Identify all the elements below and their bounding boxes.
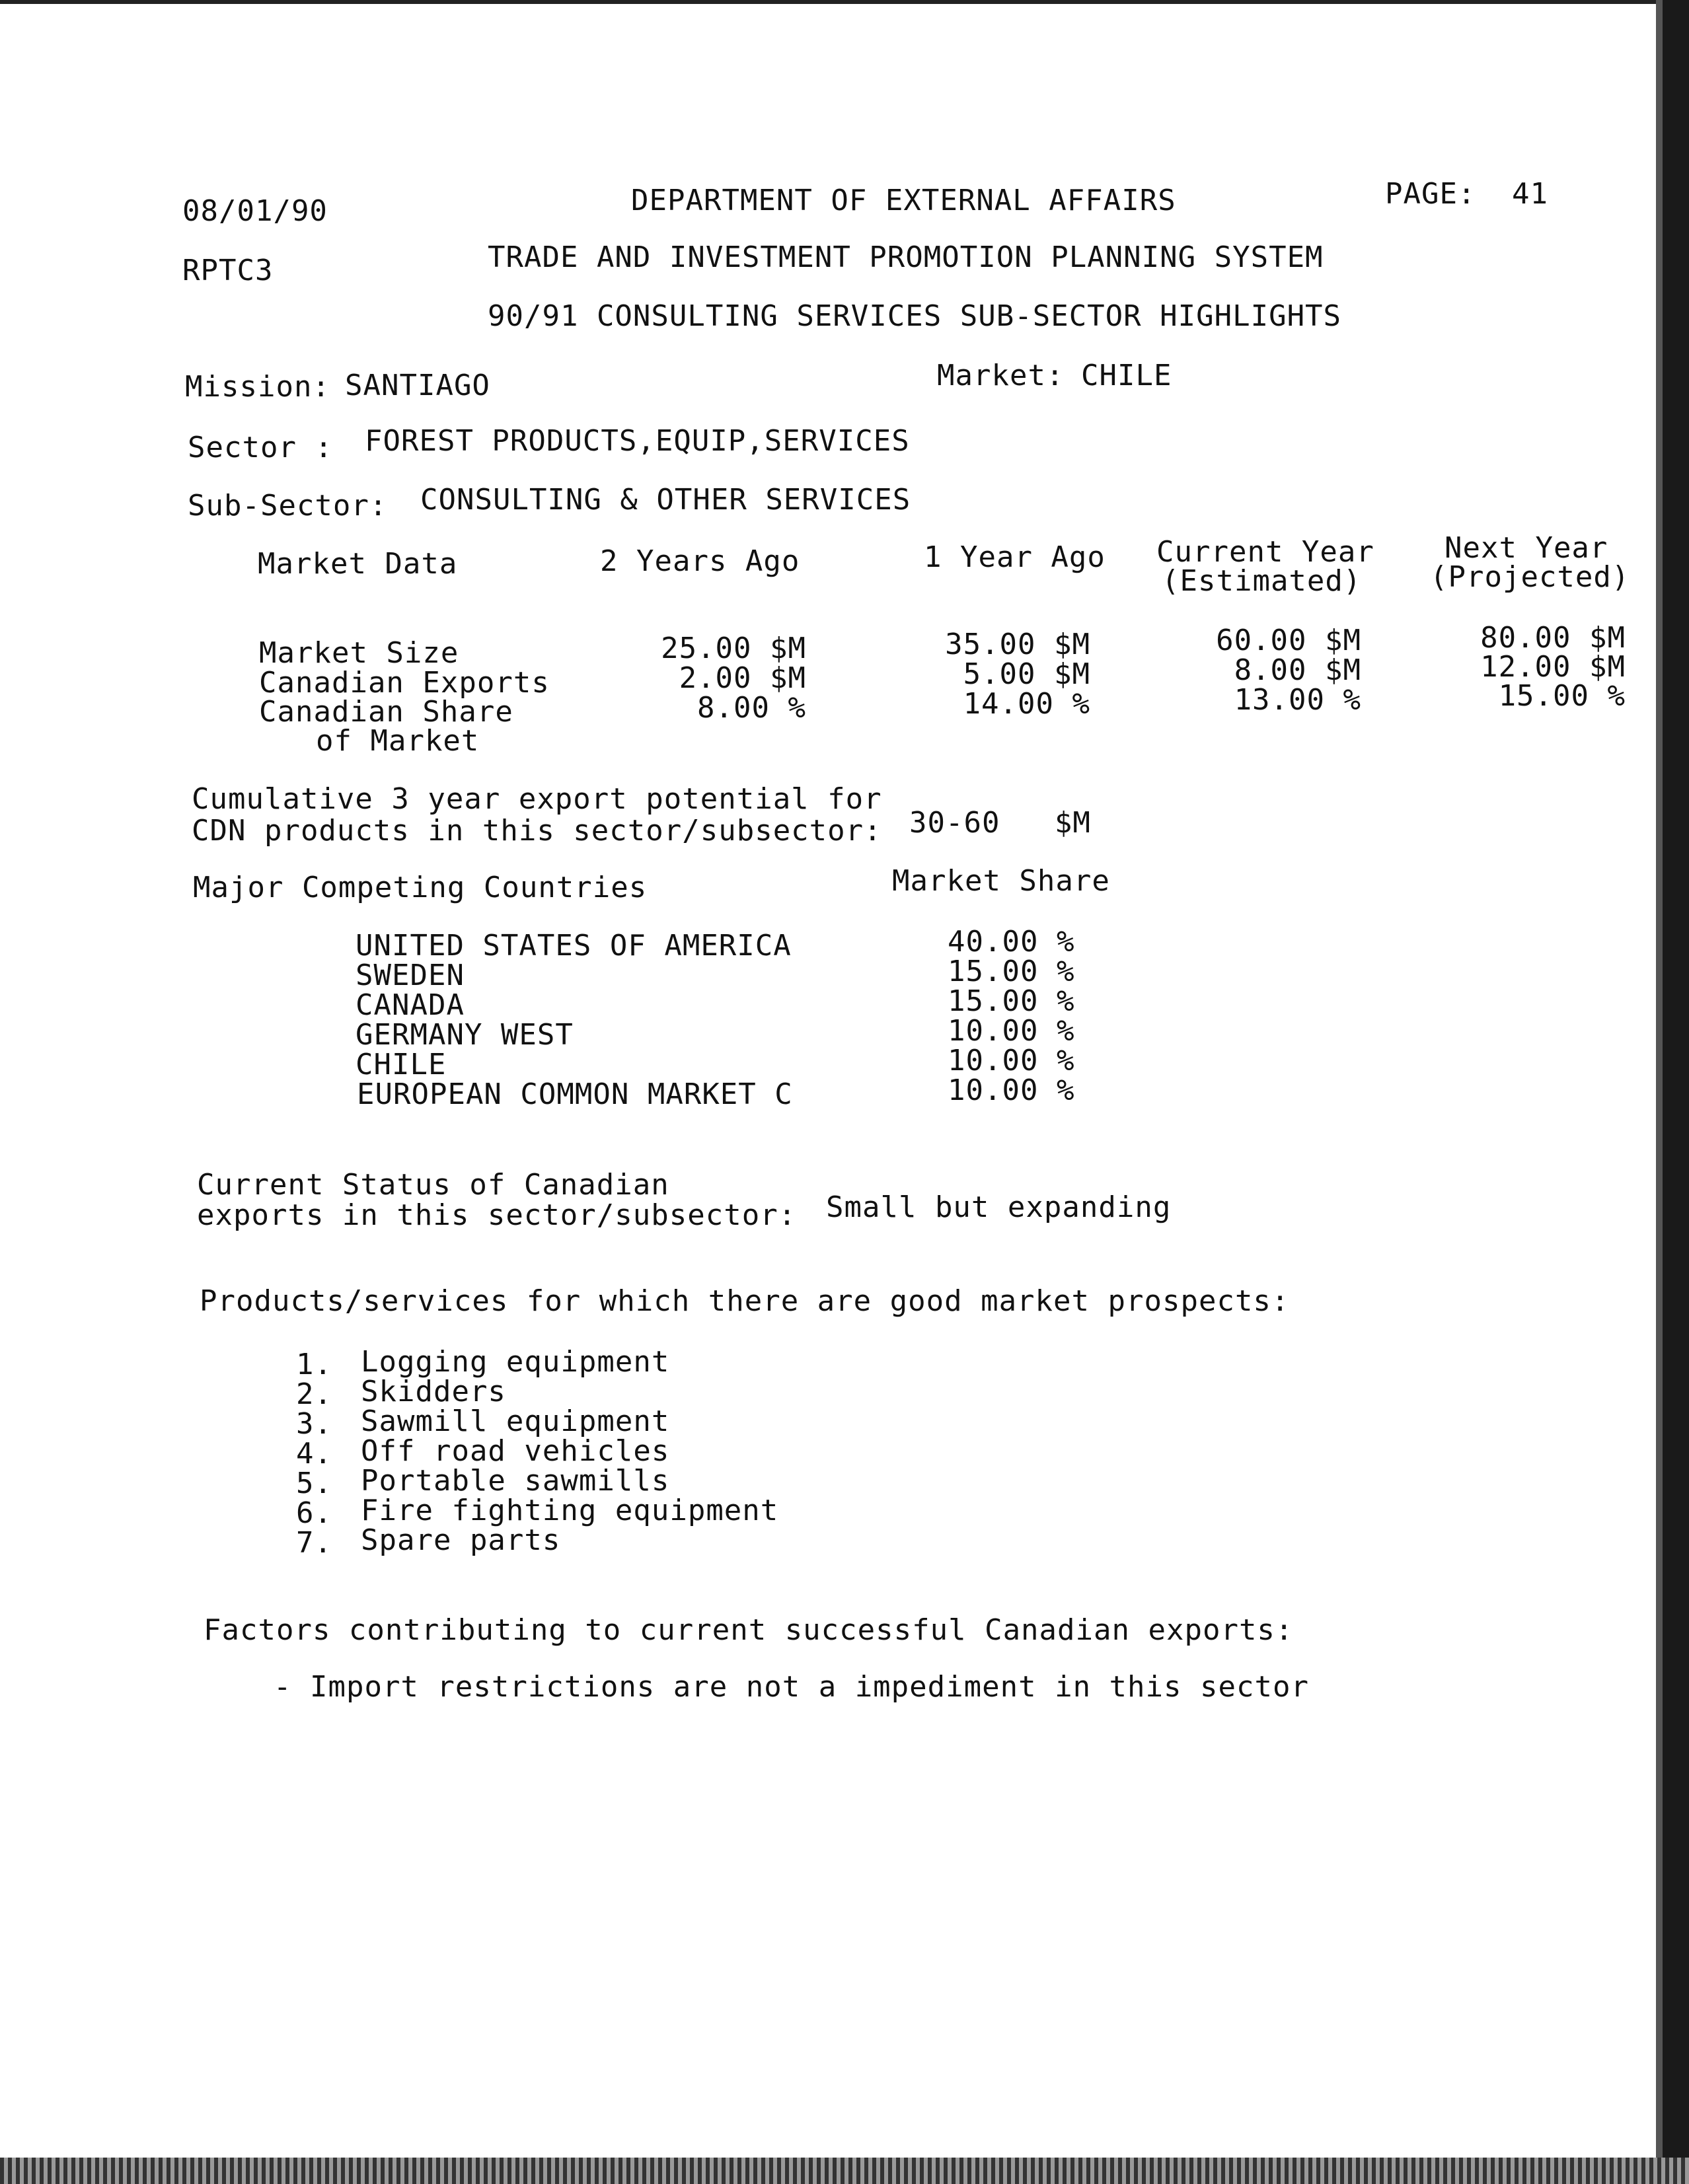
prospect-number: 4. xyxy=(296,1437,332,1471)
table-cell: 12.00 $M xyxy=(1480,650,1626,684)
subsector-value: CONSULTING & OTHER SERVICES xyxy=(420,483,911,517)
prospect-number: 2. xyxy=(296,1377,332,1411)
prospect-item: Spare parts xyxy=(361,1523,561,1557)
table-header-2-years-ago: 2 Years Ago xyxy=(600,544,800,578)
sector-label: Sector : xyxy=(188,431,333,464)
prospect-item: Skidders xyxy=(361,1375,506,1408)
report-date: 08/01/90 xyxy=(182,194,328,228)
table-cell: 5.00 $M xyxy=(963,657,1090,691)
prospect-number: 3. xyxy=(296,1407,332,1441)
table-row-label-cont: of Market xyxy=(316,724,480,758)
table-cell: 80.00 $M xyxy=(1480,621,1626,655)
prospect-item: Portable sawmills xyxy=(361,1464,670,1498)
table-header-current-year-sub: (Estimated) xyxy=(1162,564,1362,598)
prospects-heading: Products/services for which there are good market prospects: xyxy=(200,1284,1290,1318)
table-cell: 25.00 $M xyxy=(661,632,806,665)
competitor-share: 40.00 % xyxy=(948,925,1075,959)
factors-heading: Factors contributing to current successful Canadian exports: xyxy=(204,1613,1294,1647)
mission-value: SANTIAGO xyxy=(345,369,490,402)
table-cell: 8.00 % xyxy=(697,691,806,725)
prospect-number: 1. xyxy=(296,1348,332,1381)
table-row-label: Canadian Exports xyxy=(259,666,550,700)
table-header-next-year-sub: (Projected) xyxy=(1430,560,1630,594)
market-share-heading: Market Share xyxy=(892,864,1110,898)
mission-label: Mission: xyxy=(185,370,330,404)
competitor-share: 10.00 % xyxy=(948,1074,1075,1107)
department-title: DEPARTMENT OF EXTERNAL AFFAIRS xyxy=(631,184,1176,217)
table-row-label: Market Size xyxy=(259,636,459,670)
cumulative-line2: CDN products in this sector/subsector: xyxy=(192,814,882,848)
competitor-share: 10.00 % xyxy=(948,1014,1075,1048)
cumulative-value: 30-60 $M xyxy=(909,806,1091,840)
scan-edge-top xyxy=(0,0,1689,4)
status-line1: Current Status of Canadian xyxy=(197,1168,669,1202)
competitor-country: UNITED STATES OF AMERICA xyxy=(356,929,792,963)
table-row-label: Canadian Share xyxy=(259,695,513,729)
table-cell: 13.00 % xyxy=(1234,683,1361,717)
table-header-market-data: Market Data xyxy=(258,547,458,581)
cumulative-line1: Cumulative 3 year export potential for xyxy=(192,782,882,816)
table-cell: 8.00 $M xyxy=(1234,653,1361,687)
competitor-country: SWEDEN xyxy=(356,959,465,992)
table-header-1-year-ago: 1 Year Ago xyxy=(924,540,1106,574)
prospect-item: Fire fighting equipment xyxy=(361,1494,779,1527)
status-line2: exports in this sector/subsector: xyxy=(197,1198,797,1232)
system-title: TRADE AND INVESTMENT PROMOTION PLANNING SYSTEM xyxy=(488,240,1324,274)
table-cell: 14.00 % xyxy=(963,687,1090,721)
table-cell: 60.00 $M xyxy=(1216,624,1361,657)
competitor-country: GERMANY WEST xyxy=(356,1018,574,1052)
scan-edge-right-inner xyxy=(1656,0,1663,2184)
prospect-item: Logging equipment xyxy=(361,1345,670,1379)
competitor-country: CHILE xyxy=(356,1048,447,1081)
prospect-number: 7. xyxy=(296,1526,332,1560)
competitor-country: CANADA xyxy=(356,988,465,1022)
table-header-next-year: Next Year xyxy=(1445,531,1608,565)
competitor-share: 10.00 % xyxy=(948,1044,1075,1077)
factor-item: - Import restrictions are not a impediment in this sector xyxy=(274,1670,1309,1704)
table-cell: 35.00 $M xyxy=(945,628,1090,661)
competitors-heading: Major Competing Countries xyxy=(193,871,648,904)
market-label: Market: xyxy=(937,359,1065,392)
page-label: PAGE: xyxy=(1385,177,1476,211)
scan-edge-right xyxy=(1663,0,1689,2184)
market-value: CHILE xyxy=(1081,359,1172,392)
report-code: RPTC3 xyxy=(182,254,274,287)
competitor-share: 15.00 % xyxy=(948,984,1075,1018)
table-header-current-year: Current Year xyxy=(1156,535,1374,569)
status-value: Small but expanding xyxy=(826,1190,1172,1224)
table-cell: 15.00 % xyxy=(1498,679,1626,713)
prospect-number: 5. xyxy=(296,1467,332,1500)
sector-value: FOREST PRODUCTS,EQUIP,SERVICES xyxy=(365,424,910,458)
report-title: 90/91 CONSULTING SERVICES SUB-SECTOR HIGHLIGHTS xyxy=(488,299,1342,333)
prospect-item: Off road vehicles xyxy=(361,1434,670,1468)
subsector-label: Sub-Sector: xyxy=(188,489,388,523)
table-cell: 2.00 $M xyxy=(679,661,806,695)
prospect-item: Sawmill equipment xyxy=(361,1404,670,1438)
prospect-number: 6. xyxy=(296,1496,332,1530)
page-number: 41 xyxy=(1512,177,1548,211)
scan-edge-bottom xyxy=(0,2158,1689,2184)
competitor-country: EUROPEAN COMMON MARKET C xyxy=(357,1077,793,1111)
competitor-share: 15.00 % xyxy=(948,955,1075,988)
